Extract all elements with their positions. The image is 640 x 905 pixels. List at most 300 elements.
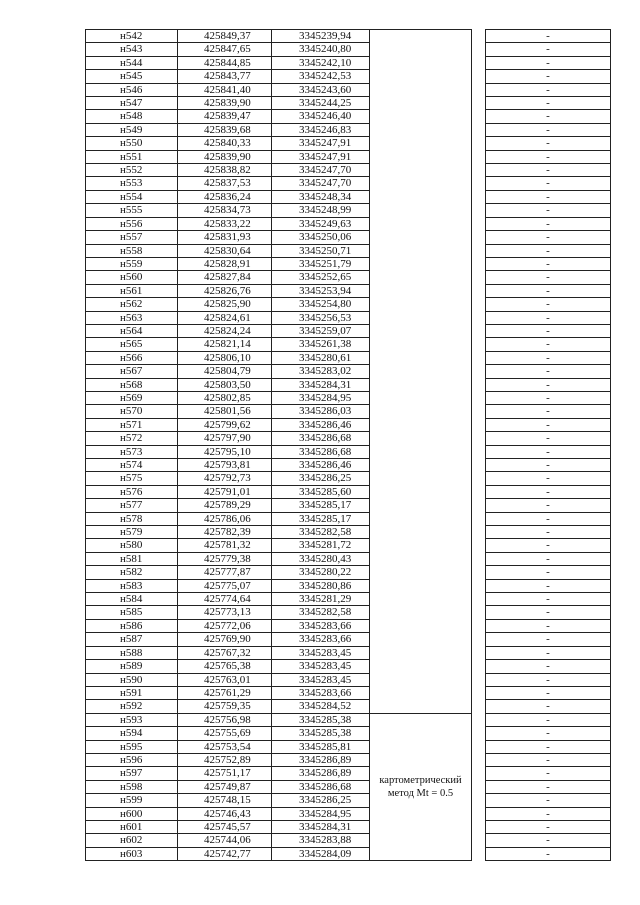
x-coordinate-cell: 425797,90 [178,432,272,445]
y-coordinate-cell: 3345248,34 [272,190,370,203]
x-coordinate-cell: 425803,50 [178,378,272,391]
accuracy-cell: - [486,660,611,673]
method-cell-upper [370,30,472,714]
y-coordinate-cell: 3345247,91 [272,150,370,163]
y-coordinate-cell: 3345261,38 [272,338,370,351]
x-coordinate-cell: 425755,69 [178,727,272,740]
x-coordinate-cell: 425789,29 [178,499,272,512]
accuracy-cell: - [486,244,611,257]
column-gap-cell [472,593,486,606]
y-coordinate-cell: 3345248,99 [272,204,370,217]
y-coordinate-cell: 3345244,25 [272,97,370,110]
y-coordinate-cell: 3345239,94 [272,30,370,43]
method-cell-lower [370,713,472,860]
accuracy-cell: - [486,217,611,230]
table-row [86,526,611,539]
accuracy-cell: - [486,298,611,311]
y-coordinate-cell: 3345286,89 [272,767,370,780]
column-gap-cell [472,271,486,284]
table-row [86,324,611,337]
column-gap-cell [472,472,486,485]
column-gap-cell [472,391,486,404]
column-gap-cell [472,164,486,177]
table-row [86,271,611,284]
table-row [86,231,611,244]
column-gap-cell [472,552,486,565]
point-name-cell: н591 [86,686,178,699]
x-coordinate-cell: 425799,62 [178,418,272,431]
table-row [86,794,611,807]
column-gap-cell [472,324,486,337]
point-name-cell: н552 [86,164,178,177]
table-row [86,780,611,793]
table-row [86,767,611,780]
accuracy-cell: - [486,83,611,96]
table-row [86,338,611,351]
accuracy-cell: - [486,673,611,686]
y-coordinate-cell: 3345285,38 [272,727,370,740]
y-coordinate-cell: 3345286,25 [272,472,370,485]
x-coordinate-cell: 425825,90 [178,298,272,311]
accuracy-cell: - [486,847,611,860]
accuracy-cell: - [486,780,611,793]
accuracy-cell: - [486,686,611,699]
x-coordinate-cell: 425839,90 [178,97,272,110]
column-gap-cell [472,834,486,847]
x-coordinate-cell: 425793,81 [178,459,272,472]
point-name-cell: н582 [86,566,178,579]
column-gap-cell [472,700,486,713]
point-name-cell: н547 [86,97,178,110]
x-coordinate-cell: 425843,77 [178,70,272,83]
x-coordinate-cell: 425749,87 [178,780,272,793]
x-coordinate-cell: 425756,98 [178,713,272,726]
table-row [86,257,611,270]
point-name-cell: н543 [86,43,178,56]
y-coordinate-cell: 3345253,94 [272,284,370,297]
x-coordinate-cell: 425765,38 [178,660,272,673]
point-name-cell: н550 [86,137,178,150]
y-coordinate-cell: 3345247,91 [272,137,370,150]
column-gap-cell [472,673,486,686]
y-coordinate-cell: 3345283,66 [272,633,370,646]
x-coordinate-cell: 425824,61 [178,311,272,324]
accuracy-cell: - [486,97,611,110]
column-gap-cell [472,231,486,244]
column-gap-cell [472,405,486,418]
table-row [86,753,611,766]
point-name-cell: н577 [86,499,178,512]
y-coordinate-cell: 3345252,65 [272,271,370,284]
point-name-cell: н556 [86,217,178,230]
column-gap-cell [472,351,486,364]
accuracy-cell: - [486,499,611,512]
table-row [86,445,611,458]
column-gap-cell [472,485,486,498]
accuracy-cell: - [486,150,611,163]
table-row [86,847,611,860]
point-name-cell: н564 [86,324,178,337]
accuracy-cell: - [486,110,611,123]
x-coordinate-cell: 425744,06 [178,834,272,847]
table-row [86,418,611,431]
column-gap-cell [472,83,486,96]
x-coordinate-cell: 425833,22 [178,217,272,230]
accuracy-cell: - [486,485,611,498]
x-coordinate-cell: 425774,64 [178,593,272,606]
x-coordinate-cell: 425763,01 [178,673,272,686]
point-name-cell: н554 [86,190,178,203]
x-coordinate-cell: 425791,01 [178,485,272,498]
point-name-cell: н592 [86,700,178,713]
y-coordinate-cell: 3345254,80 [272,298,370,311]
point-name-cell: н583 [86,579,178,592]
table-row [86,593,611,606]
point-name-cell: н555 [86,204,178,217]
x-coordinate-cell: 425792,73 [178,472,272,485]
table-row [86,244,611,257]
table-row [86,606,611,619]
accuracy-cell: - [486,56,611,69]
table-row [86,740,611,753]
y-coordinate-cell: 3345251,79 [272,257,370,270]
table-row [86,727,611,740]
accuracy-cell: - [486,539,611,552]
accuracy-cell: - [486,646,611,659]
table-row [86,298,611,311]
y-coordinate-cell: 3345286,68 [272,780,370,793]
column-gap-cell [472,807,486,820]
column-gap-cell [472,97,486,110]
column-gap-cell [472,70,486,83]
point-name-cell: н566 [86,351,178,364]
x-coordinate-cell: 425786,06 [178,512,272,525]
column-gap-cell [472,311,486,324]
y-coordinate-cell: 3345246,83 [272,123,370,136]
table-row [86,459,611,472]
accuracy-cell: - [486,767,611,780]
y-coordinate-cell: 3345281,72 [272,539,370,552]
y-coordinate-cell: 3345240,80 [272,43,370,56]
column-gap-cell [472,137,486,150]
point-name-cell: н548 [86,110,178,123]
table-row [86,351,611,364]
table-row [86,56,611,69]
column-gap-cell [472,606,486,619]
accuracy-cell: - [486,284,611,297]
point-name-cell: н562 [86,298,178,311]
y-coordinate-cell: 3345284,09 [272,847,370,860]
y-coordinate-cell: 3345285,17 [272,512,370,525]
y-coordinate-cell: 3345286,03 [272,405,370,418]
accuracy-cell: - [486,311,611,324]
column-gap-cell [472,204,486,217]
accuracy-cell: - [486,177,611,190]
x-coordinate-cell: 425782,39 [178,526,272,539]
column-gap-cell [472,56,486,69]
column-gap-cell [472,378,486,391]
table-row [86,700,611,713]
point-name-cell: н579 [86,526,178,539]
table-row [86,539,611,552]
point-name-cell: н597 [86,767,178,780]
column-gap-cell [472,244,486,257]
table-row [86,646,611,659]
x-coordinate-cell: 425839,47 [178,110,272,123]
accuracy-cell: - [486,579,611,592]
point-name-cell: н542 [86,30,178,43]
point-name-cell: н563 [86,311,178,324]
y-coordinate-cell: 3345256,53 [272,311,370,324]
x-coordinate-cell: 425841,40 [178,83,272,96]
point-name-cell: н571 [86,418,178,431]
y-coordinate-cell: 3345283,45 [272,673,370,686]
point-name-cell: н595 [86,740,178,753]
point-name-cell: н565 [86,338,178,351]
y-coordinate-cell: 3345243,60 [272,83,370,96]
x-coordinate-cell: 425748,15 [178,794,272,807]
x-coordinate-cell: 425838,82 [178,164,272,177]
accuracy-cell: - [486,633,611,646]
y-coordinate-cell: 3345247,70 [272,177,370,190]
table-row [86,204,611,217]
accuracy-cell: - [486,391,611,404]
y-coordinate-cell: 3345250,06 [272,231,370,244]
accuracy-cell: - [486,378,611,391]
point-name-cell: н569 [86,391,178,404]
x-coordinate-cell: 425836,24 [178,190,272,203]
column-gap-cell [472,566,486,579]
y-coordinate-cell: 3345280,86 [272,579,370,592]
y-coordinate-cell: 3345286,68 [272,432,370,445]
accuracy-cell: - [486,512,611,525]
y-coordinate-cell: 3345282,58 [272,606,370,619]
x-coordinate-cell: 425773,13 [178,606,272,619]
table-row [86,30,611,43]
table-row [86,619,611,632]
accuracy-cell: - [486,619,611,632]
point-name-cell: н587 [86,633,178,646]
column-gap-cell [472,43,486,56]
point-name-cell: н578 [86,512,178,525]
point-name-cell: н545 [86,70,178,83]
column-gap-cell [472,579,486,592]
accuracy-cell: - [486,740,611,753]
column-gap-cell [472,727,486,740]
column-gap-cell [472,123,486,136]
point-name-cell: н551 [86,150,178,163]
accuracy-cell: - [486,606,611,619]
accuracy-cell: - [486,459,611,472]
table-row [86,633,611,646]
point-name-cell: н580 [86,539,178,552]
accuracy-cell: - [486,30,611,43]
y-coordinate-cell: 3345283,88 [272,834,370,847]
x-coordinate-cell: 425746,43 [178,807,272,820]
table-row [86,378,611,391]
x-coordinate-cell: 425751,17 [178,767,272,780]
column-gap-cell [472,365,486,378]
x-coordinate-cell: 425779,38 [178,552,272,565]
point-name-cell: н568 [86,378,178,391]
accuracy-cell: - [486,137,611,150]
x-coordinate-cell: 425767,32 [178,646,272,659]
x-coordinate-cell: 425847,65 [178,43,272,56]
column-gap-cell [472,646,486,659]
column-gap-cell [472,499,486,512]
y-coordinate-cell: 3345284,52 [272,700,370,713]
column-gap-cell [472,539,486,552]
point-name-cell: н560 [86,271,178,284]
point-name-cell: н573 [86,445,178,458]
accuracy-cell: - [486,271,611,284]
point-name-cell: н559 [86,257,178,270]
x-coordinate-cell: 425834,73 [178,204,272,217]
x-coordinate-cell: 425753,54 [178,740,272,753]
y-coordinate-cell: 3345247,70 [272,164,370,177]
column-gap-cell [472,110,486,123]
y-coordinate-cell: 3345284,95 [272,807,370,820]
y-coordinate-cell: 3345285,17 [272,499,370,512]
point-name-cell: н588 [86,646,178,659]
table-row [86,713,611,726]
point-name-cell: н601 [86,820,178,833]
column-gap-cell [472,794,486,807]
x-coordinate-cell: 425775,07 [178,579,272,592]
point-name-cell: н561 [86,284,178,297]
column-gap-cell [472,284,486,297]
accuracy-cell: - [486,365,611,378]
y-coordinate-cell: 3345285,38 [272,713,370,726]
table-row [86,834,611,847]
accuracy-cell: - [486,753,611,766]
point-name-cell: н584 [86,593,178,606]
y-coordinate-cell: 3345284,95 [272,391,370,404]
point-name-cell: н590 [86,673,178,686]
accuracy-cell: - [486,190,611,203]
table-row [86,820,611,833]
column-gap-cell [472,753,486,766]
y-coordinate-cell: 3345286,89 [272,753,370,766]
point-name-cell: н599 [86,794,178,807]
point-name-cell: н596 [86,753,178,766]
point-name-cell: н558 [86,244,178,257]
column-gap-cell [472,338,486,351]
x-coordinate-cell: 425806,10 [178,351,272,364]
accuracy-cell: - [486,324,611,337]
accuracy-cell: - [486,338,611,351]
point-name-cell: н549 [86,123,178,136]
column-gap-cell [472,217,486,230]
x-coordinate-cell: 425781,32 [178,539,272,552]
x-coordinate-cell: 425802,85 [178,391,272,404]
point-name-cell: н586 [86,619,178,632]
x-coordinate-cell: 425828,91 [178,257,272,270]
column-gap-cell [472,512,486,525]
x-coordinate-cell: 425777,87 [178,566,272,579]
column-gap-cell [472,526,486,539]
column-gap-cell [472,713,486,726]
table-row [86,164,611,177]
table-row [86,673,611,686]
table-row [86,365,611,378]
y-coordinate-cell: 3345283,45 [272,660,370,673]
table-row [86,552,611,565]
y-coordinate-cell: 3345286,46 [272,418,370,431]
y-coordinate-cell: 3345285,81 [272,740,370,753]
accuracy-cell: - [486,164,611,177]
table-row [86,311,611,324]
point-name-cell: н600 [86,807,178,820]
column-gap-cell [472,686,486,699]
column-gap-cell [472,780,486,793]
x-coordinate-cell: 425759,35 [178,700,272,713]
point-name-cell: н544 [86,56,178,69]
y-coordinate-cell: 3345242,10 [272,56,370,69]
x-coordinate-cell: 425772,06 [178,619,272,632]
point-name-cell: н598 [86,780,178,793]
point-name-cell: н570 [86,405,178,418]
table-row [86,660,611,673]
accuracy-cell: - [486,593,611,606]
table-row [86,499,611,512]
x-coordinate-cell: 425769,90 [178,633,272,646]
y-coordinate-cell: 3345285,60 [272,485,370,498]
y-coordinate-cell: 3345281,29 [272,593,370,606]
y-coordinate-cell: 3345283,45 [272,646,370,659]
x-coordinate-cell: 425839,68 [178,123,272,136]
y-coordinate-cell: 3345282,58 [272,526,370,539]
x-coordinate-cell: 425830,64 [178,244,272,257]
x-coordinate-cell: 425840,33 [178,137,272,150]
point-name-cell: н546 [86,83,178,96]
y-coordinate-cell: 3345246,40 [272,110,370,123]
accuracy-cell: - [486,700,611,713]
accuracy-cell: - [486,820,611,833]
column-gap-cell [472,418,486,431]
column-gap-cell [472,445,486,458]
y-coordinate-cell: 3345280,22 [272,566,370,579]
accuracy-cell: - [486,807,611,820]
table-row [86,43,611,56]
column-gap-cell [472,177,486,190]
y-coordinate-cell: 3345286,25 [272,794,370,807]
x-coordinate-cell: 425752,89 [178,753,272,766]
table-row [86,190,611,203]
table-row [86,110,611,123]
method-text-line-2: метод Mt = 0.5 [387,787,454,799]
x-coordinate-cell: 425827,84 [178,271,272,284]
point-name-cell: н574 [86,459,178,472]
column-gap-cell [472,740,486,753]
accuracy-cell: - [486,526,611,539]
x-coordinate-cell: 425795,10 [178,445,272,458]
table-row [86,432,611,445]
accuracy-cell: - [486,727,611,740]
point-name-cell: н575 [86,472,178,485]
method-text-line-1: картометрический [379,774,462,786]
table-row [86,391,611,404]
table-row [86,150,611,163]
accuracy-cell: - [486,713,611,726]
y-coordinate-cell: 3345283,02 [272,365,370,378]
table-row [86,97,611,110]
x-coordinate-cell: 425761,29 [178,686,272,699]
point-name-cell: н589 [86,660,178,673]
point-name-cell: н594 [86,727,178,740]
accuracy-cell: - [486,70,611,83]
x-coordinate-cell: 425801,56 [178,405,272,418]
